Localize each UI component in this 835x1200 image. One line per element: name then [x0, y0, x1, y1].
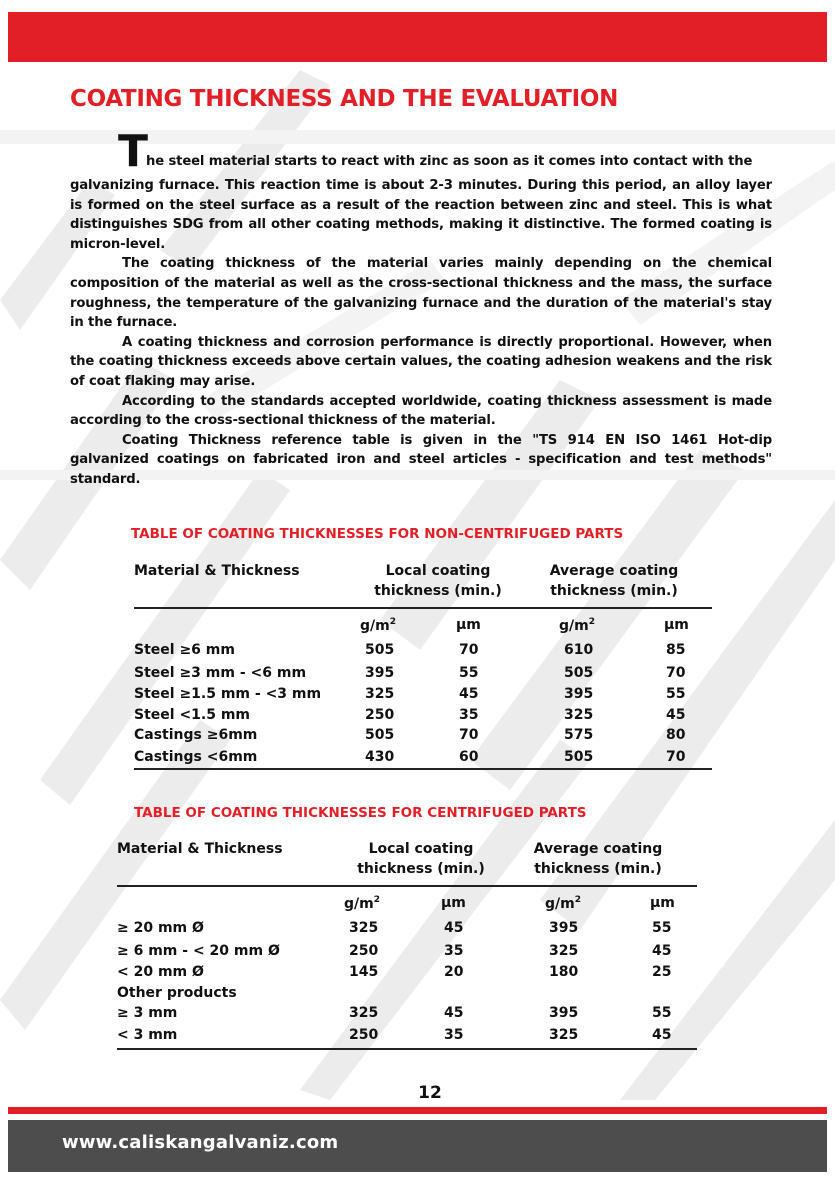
table-row-label: Steel ≥3 mm - <6 mm [134, 665, 307, 681]
table1-unit-g: $g/m^2$ [360, 617, 396, 634]
table2-unit-um: µm [441, 895, 466, 911]
table2-header-local-line1: Local coating [368, 841, 474, 857]
table1-header-average [534, 562, 694, 601]
table1-header-material: Material & Thickness [134, 563, 300, 579]
table-cell: 325 [365, 686, 395, 702]
paragraph: According to the standards accepted worldwide, coating thickness assessment is made according to the cross-sectional thickness of the material. [70, 393, 772, 429]
table-cell: 45 [459, 686, 479, 702]
table1-header-average-line1: Average coating [549, 563, 679, 579]
intro-first-line-text: he steel material starts to react with zinc as soon as it comes into contact with the [146, 154, 753, 169]
table-cell: 70 [459, 727, 479, 743]
table-cell: 45 [444, 1005, 464, 1021]
paragraph: The coating thickness of the material varies mainly depending on the chemical composition of the material as well as the cross-sectional thickness and the mass, the surface roughness, the temperature of the galvanizing furnace and the duration of the material's stay in the furnace. [70, 256, 772, 331]
table-cell: 325 [349, 1005, 379, 1021]
table1-title: TABLE OF COATING THICKNESSES FOR NON-CENTRIFUGED PARTS [131, 526, 624, 542]
table-row-label: < 3 mm [117, 1027, 178, 1043]
table-row-label: < 20 mm Ø [117, 964, 204, 980]
page-title: COATING THICKNESS AND THE EVALUATION [70, 86, 619, 112]
table-row-label: Castings <6mm [134, 749, 258, 765]
drop-cap: T [118, 126, 148, 177]
table-cell: 180 [549, 964, 579, 980]
table-cell: 55 [652, 920, 672, 936]
table-cell: 35 [444, 1027, 464, 1043]
table-row-label: Other products [117, 985, 237, 1001]
table2-unit-g: $g/m^2$ [545, 895, 581, 912]
table-cell: 505 [365, 642, 395, 658]
table1-header-local-line2: thickness (min.) [374, 582, 502, 599]
table-cell: 60 [459, 749, 479, 765]
table-cell: 325 [349, 920, 379, 936]
table-row-label: Steel <1.5 mm [134, 707, 251, 723]
top-red-bar [8, 12, 827, 62]
table2-header-local [343, 840, 499, 879]
table-cell: 325 [549, 1027, 579, 1043]
table-cell: 250 [365, 707, 395, 723]
table-cell: 20 [444, 964, 464, 980]
table2-unit-g: $g/m^2$ [344, 895, 380, 912]
table-cell: 45 [652, 943, 672, 959]
table2-header-material: Material & Thickness [117, 841, 283, 857]
table-cell: 430 [365, 749, 395, 765]
table-cell: 55 [652, 1005, 672, 1021]
table2-title: TABLE OF COATING THICKNESSES FOR CENTRIFUGED PARTS [134, 805, 587, 821]
table1-header-local [360, 562, 516, 601]
table-cell: 505 [365, 727, 395, 743]
footer-url: www.caliskangalvaniz.com [62, 1132, 339, 1153]
table-cell: 250 [349, 943, 379, 959]
table-row-label: Castings ≥6mm [134, 727, 258, 743]
table-cell: 505 [564, 749, 594, 765]
table1-header-average-line2: thickness (min.) [550, 582, 678, 599]
table-cell: 55 [666, 686, 686, 702]
table1-unit-um: µm [664, 617, 689, 633]
table2-header-average-line2: thickness (min.) [534, 860, 662, 877]
table2-bottom-rule [117, 1048, 697, 1050]
table2-header-average-line1: Average coating [533, 841, 663, 857]
table-cell: 25 [652, 964, 672, 980]
intro-first-line [70, 126, 772, 177]
table-cell: 395 [564, 686, 594, 702]
table-cell: 145 [349, 964, 379, 980]
table-cell: 70 [459, 642, 479, 658]
table1 [134, 562, 714, 772]
paragraph: Coating Thickness reference table is given in the "TS 914 EN ISO 1461 Hot-dip galvanized coatings on fabricated iron and steel articles - specification and test methods" standard. [70, 432, 772, 487]
table-cell: 395 [549, 920, 579, 936]
table2-unit-um: µm [650, 895, 675, 911]
table-row-label: ≥ 6 mm - < 20 mm Ø [117, 943, 280, 959]
table-cell: 250 [349, 1027, 379, 1043]
table-row-label: Steel ≥1.5 mm - <3 mm [134, 686, 322, 702]
table-cell: 80 [666, 727, 686, 743]
table-cell: 610 [564, 642, 594, 658]
table-cell: 45 [444, 920, 464, 936]
table2-header-local-line2: thickness (min.) [357, 860, 485, 877]
table1-bottom-rule [134, 768, 712, 770]
table-cell: 35 [459, 707, 479, 723]
table-cell: 45 [666, 707, 686, 723]
table2-header-average [518, 840, 678, 879]
table-cell: 70 [666, 665, 686, 681]
table-cell: 85 [666, 642, 686, 658]
table-cell: 325 [549, 943, 579, 959]
table1-unit-um: µm [456, 617, 481, 633]
table-cell: 325 [564, 707, 594, 723]
table2-header-rule [117, 885, 697, 887]
table-cell: 505 [564, 665, 594, 681]
page-number: 12 [418, 1083, 442, 1103]
table-cell: 35 [444, 943, 464, 959]
body-text [70, 126, 772, 490]
table-row-label: ≥ 20 mm Ø [117, 920, 204, 936]
table-row-label: ≥ 3 mm [117, 1005, 178, 1021]
table-cell: 395 [549, 1005, 579, 1021]
table-cell: 395 [365, 665, 395, 681]
table1-unit-g: $g/m^2$ [559, 617, 595, 634]
table-cell: 575 [564, 727, 594, 743]
table2 [117, 840, 699, 1052]
intro-paragraph: galvanizing furnace. This reaction time is about 2-3 minutes. During this period, an alloy layer is formed on the steel surface as a result of the reaction between zinc and steel. This is what distinguishes SDG from all other coating methods, making it distinctive. The formed coating is micron-level. [70, 178, 772, 252]
table1-header-local-line1: Local coating [385, 563, 491, 579]
table1-header-rule [134, 607, 712, 609]
table-cell: 55 [459, 665, 479, 681]
paragraph: A coating thickness and corrosion performance is directly proportional. However, when the coating thickness exceeds above certain values, the coating adhesion weakens and the risk of coat flaking may arise. [70, 334, 772, 389]
bottom-red-line [8, 1107, 827, 1114]
table-cell: 70 [666, 749, 686, 765]
table-row-label: Steel ≥6 mm [134, 642, 235, 658]
table-cell: 45 [652, 1027, 672, 1043]
